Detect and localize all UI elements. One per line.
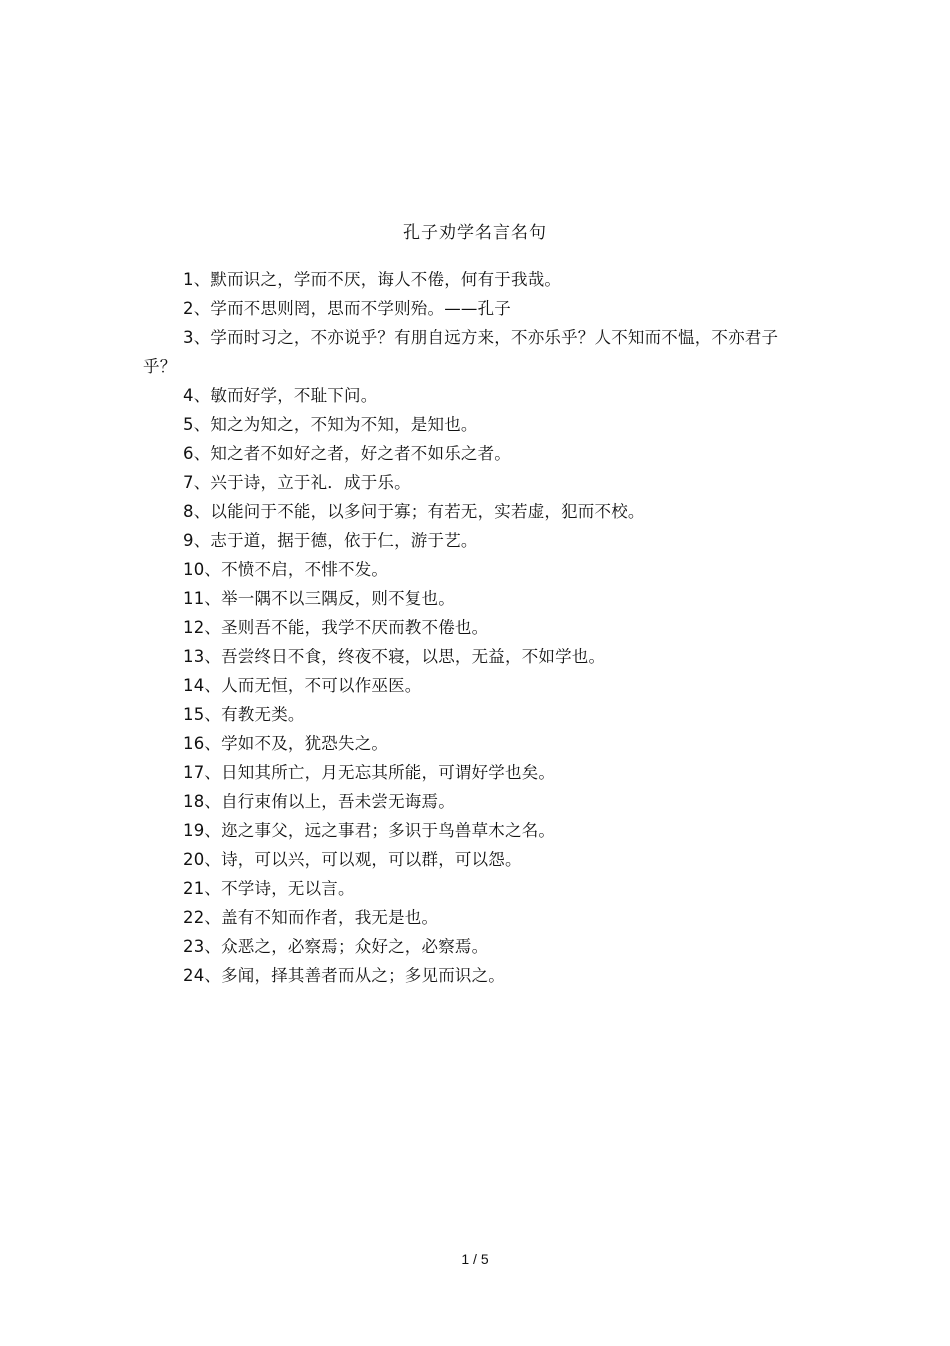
page-number: 1 / 5: [461, 1251, 489, 1267]
quote-item: 15、有教无类。: [183, 705, 305, 724]
quote-item: 17、日知其所亡，月无忘其所能，可谓好学也矣。: [183, 763, 556, 782]
quote-item: 11、举一隅不以三隅反，则不复也。: [183, 589, 455, 608]
quote-item: 22、盖有不知而作者，我无是也。: [183, 908, 439, 927]
quote-item: 9、志于道，据于德，依于仁，游于艺。: [183, 531, 478, 550]
quote-item: 3、学而时习之，不亦说乎？有朋自远方来，不亦乐乎？人不知而不愠，不亦君子乎？: [143, 328, 779, 376]
quote-item: 16、学如不及，犹恐失之。: [183, 734, 389, 753]
quote-item: 18、自行束侑以上，吾未尝无诲焉。: [183, 792, 455, 811]
quote-item: 23、众恶之，必察焉；众好之，必察焉。: [183, 937, 489, 956]
document-title: 孔子劝学名言名句: [403, 223, 547, 243]
quote-item: 8、以能问于不能，以多问于寡；有若无，实若虚，犯而不校。: [183, 502, 645, 521]
quote-item: 24、多闻，择其善者而从之；多见而识之。: [183, 966, 505, 985]
quote-item: 7、兴于诗，立于礼．成于乐。: [183, 473, 411, 492]
quote-list: [143, 265, 783, 990]
quote-item: 6、知之者不如好之者，好之者不如乐之者。: [183, 444, 511, 463]
quote-item: 12、圣则吾不能，我学不厌而教不倦也。: [183, 618, 489, 637]
quote-item: 10、不愤不启，不悱不发。: [183, 560, 389, 579]
quote-item: 2、学而不思则罔，思而不学则殆。——孔子: [183, 299, 511, 318]
quote-item: 20、诗，可以兴，可以观，可以群，可以怨。: [183, 850, 522, 869]
quote-item: 4、敏而好学，不耻下问。: [183, 386, 378, 405]
quote-item: 1、默而识之，学而不厌，诲人不倦，何有于我哉。: [183, 270, 562, 289]
quote-item: 5、知之为知之，不知为不知，是知也。: [183, 415, 478, 434]
quote-item: 21、不学诗，无以言。: [183, 879, 355, 898]
quote-item: 14、人而无恒，不可以作巫医。: [183, 676, 422, 695]
quote-item: 13、吾尝终日不食，终夜不寝，以思，无益，不如学也。: [183, 647, 606, 666]
quote-item: 19、迩之事父，远之事君；多识于鸟兽草木之名。: [183, 821, 556, 840]
